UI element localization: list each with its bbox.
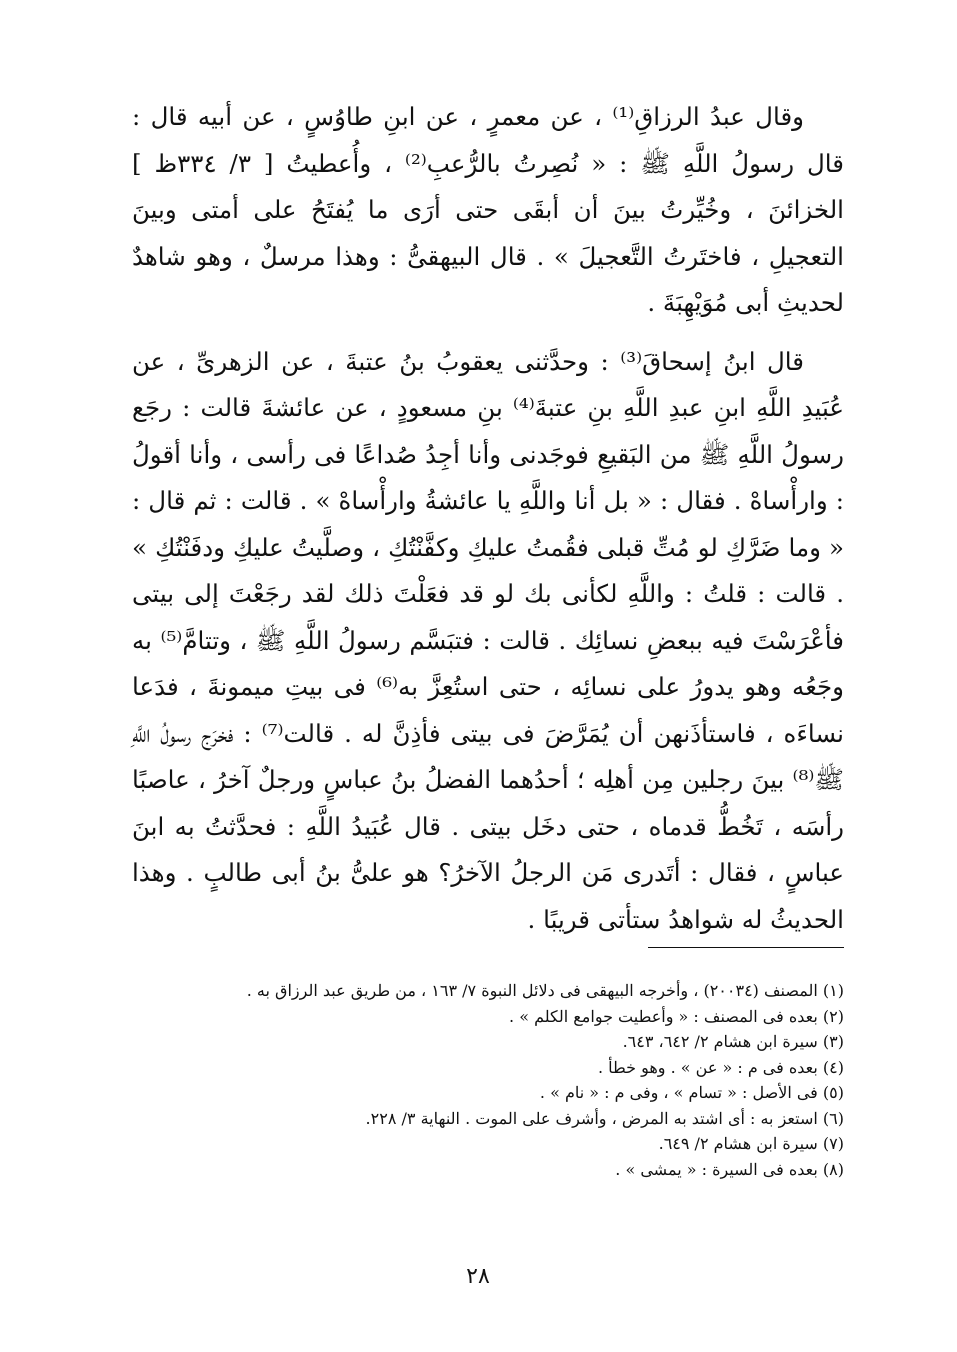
footnote-7: (٧) سيرة ابن هشام ٢/ ٦٤٩. <box>658 1134 844 1153</box>
footnote-6: (٦) استعز به : أى اشتد به المرض ، وأشرف على الموت . النهاية ٣/ ٢٢٨. <box>365 1108 844 1128</box>
paragraph-1: وقال عبدُ الرزاقِ⁽¹⁾ ، عن معمرٍ ، عن ابنِ طاوُسٍ ، عن أبيه قال : قال رسولُ اللَّهِ ﷺ : « نُصِرتُ بالرُّعبِ⁽²⁾ ، وأُعطيتُ [ ٣/ ٣٣٤ظ ] الخزائنَ ، وخُيِّرتُ بينَ أن أبقَى حتى أرَى ما يُفتَحُ على أمتى وبينَ التعجيلِ ، فاختَرتُ التَّعجيلَ » . قال البيهقىُّ : وهذا مرسلٌ ، وهو شاهدٌ لحديثِ أبى مُوَيْهِبَةَ . <box>132 102 844 317</box>
page-number: ٢٨ <box>466 1264 490 1289</box>
footnote-3: (٣) سيرة ابن هشام ٢/ ٦٤٢، ٦٤٣. <box>622 1032 844 1051</box>
footnote-2: (٢) بعده فى المصنف : « وأعطيت جوامع الكلم » . <box>509 1006 844 1026</box>
footnote-separator <box>648 947 844 948</box>
footnote-8: (٨) بعده فى السيرة : « يمشى » . <box>615 1159 844 1179</box>
paragraph-2: قال ابنُ إسحاقَ⁽³⁾ : وحدَّثنى يعقوبُ بنُ عتبةَ ، عن الزهرىِّ ، عن عُبَيدِ اللَّهِ ابنِ عبدِ اللَّهِ بنِ عتبةَ⁽⁴⁾ بنِ مسعودٍ ، عن عائشةَ قالت : رجَع رسولُ اللَّهِ ﷺ من البَقيعِ فوجَدنى وأنا أجِدُ صُداعًا فى رأسى ، وأنا أقولُ : وارأْساهْ . فقال : « بل أنا واللَّهِ يا عائشةُ وارأْساهْ » . قالت : ثم قال : « وما ضَرَّكِ لو مُتِّ قبلى فقُمتُ عليكِ وكفَّنْتُكِ ، وصلَّيتُ عليكِ ودفَنْتُكِ » . قالت : قلتُ : واللَّهِ لكأنى بك لو قد فعَلْتَ ذلك لقد رجَعْتَ إلى بيتى فأعْرَسْتَ فيه ببعضِ نسائِك . قالت : فتبَسَّم رسولُ اللَّهِ ﷺ ، وتتامَّ⁽⁵⁾ به وجَعُه وهو يدورُ على نسائِه ، حتى استُعِزَّ به⁽⁶⁾ فى بيتِ ميمونةَ ، فدَعا نساءَه ، فاستأذَنهن أن يُمَرَّضَ فى بيتى فأذِنَّ له . قالت⁽⁷⁾ : فخرَج رسولُ اللَّهِ ﷺ⁽⁸⁾ بينَ رجلين مِن أهلِه ؛ أحدُهما الفضلُ بنُ عباسٍ ورجلٌ آخرُ ، عاصبًا رأسَه ، تَخُطُّ قدماه ، حتى دخَل بيتى . قال عُبَيدُ اللَّهِ : فحدَّثتُ به ابنَ عباسٍ ، فقال : أتَدرى مَن الرجلُ الآخرُ؟ هو علىُّ بنُ أبى طالبٍ . وهذا الحديثُ له شواهدُ ستأتى قريبًا . <box>132 346 845 934</box>
main-text <box>132 94 844 943</box>
footnote-1: (١) المصنف (٢٠٠٣٤) ، وأخرجه البيهقى فى دلائل النبوة ٧/ ١٦٣ ، من طريق عبد الرزاق به . <box>246 981 844 1000</box>
footnote-4: (٤) بعده فى م : « عن » . وهو خطأ . <box>597 1057 844 1077</box>
footnote-5: (٥) فى الأصل : « تسام » ، وفى م : « نام » . <box>539 1083 844 1102</box>
footnotes <box>132 978 844 1182</box>
